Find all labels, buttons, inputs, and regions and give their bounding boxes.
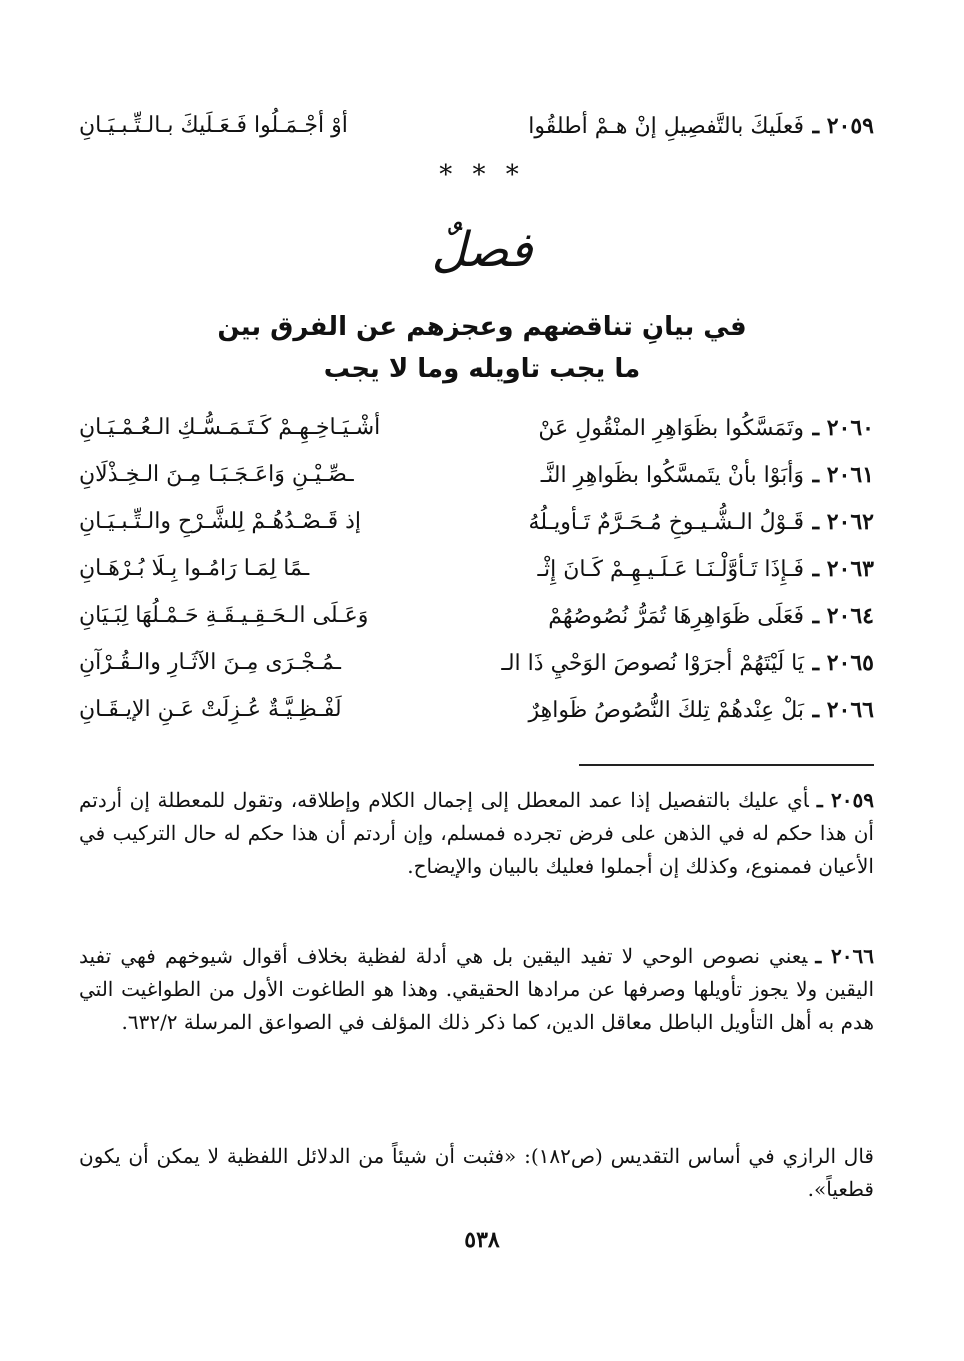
verse-2062	[79, 502, 874, 542]
verse-first-hemistich: فَعلَيكَ بالتَّفصِيلِ إنْ هـمْ أطلقُوا	[528, 114, 804, 139]
verse-second-hemistich: وَعَـلَى الـحَـقِـيـقَـةِ حَـمْـلُهَا لِبَـيَانِ	[79, 603, 369, 628]
verse-2061	[79, 455, 874, 495]
footnote-2059	[79, 784, 874, 883]
footnote-text: يعني نصوص الوحي لا تفيد اليقين بل هي أدلة لفظية بخلاف أقوال شيوخهم فهي تفيد اليقين ولا يجوز تأويلها وصرفها عن مرادها الحقيقي. وهذا هو الطاغوت الأول من الطواغيت التي هدم به أهل التأويل الباطل معاقل الدين، كما ذكر ذلك المؤلف في الصواعق المرسلة ٦٣٢/٢.	[79, 944, 874, 1034]
verse-2063	[79, 549, 874, 589]
verse-second-hemistich: إذ قَـصْـدُهُـمْ لِلشَّـرْحِ والـتِّـبـيَـانِ	[79, 509, 362, 534]
verse-number: ٢٠٦٦ ـ	[812, 697, 874, 723]
footnote-quote	[79, 1140, 874, 1206]
verse-first-hemistich: قَـوْلُ الـشُّـيـوخِ مُـحَـرَّمٌ تَـأويـلُهُ	[528, 510, 804, 535]
section-title-line-2: ما يجب تاويله وما لا يجب	[323, 354, 641, 384]
verse-first-hemistich: يَا لَيْتَهُمْ أجرَوْا نُصوصَ الوَحْيِ ذَا الـ	[501, 651, 804, 676]
verse-first-hemistich: بَلْ عِنْدهُمْ تِلكَ النُّصُوصُ ظَواهِرٌ	[528, 698, 804, 723]
footnote-number: ٢٠٦٦ ـ	[815, 944, 874, 968]
verse-second-hemistich: أوْ أجْـمَـلُوا فَـعَـلَيكَ بـالـتِّـبـيَـانِ	[79, 113, 348, 138]
verse-number: ٢٠٦١ ـ	[812, 462, 874, 488]
footnote-2066	[79, 940, 874, 1039]
verse-second-hemistich: ـمُـجْـرَى مِـنَ الآثَـارِ والـقُـرْآنِ	[79, 650, 341, 675]
verse-first-hemistich: فَـإِذَا تَـأوَّلْـنَـا عَـلَـيـهِـمْ كَـانَ إِثْـ	[537, 557, 804, 582]
footnote-divider	[579, 764, 874, 766]
verse-number: ٢٠٦٤ ـ	[812, 603, 874, 629]
verse-2060	[79, 408, 874, 448]
verse-number: ٢٠٥٩ ـ	[812, 113, 874, 139]
verse-2065	[79, 643, 874, 683]
verse-number: ٢٠٦٢ ـ	[812, 509, 874, 535]
footnote-quote-text: قال الرازي في أساس التقديس (ص١٨٢): «فثبت أن شيئاً من الدلائل اللفظية لا يمكن أن يكون قطعياً».	[79, 1144, 874, 1201]
verse-number: ٢٠٦٠ ـ	[812, 415, 874, 441]
verse-first-hemistich: فَعَلَى ظَوَاهِرِهَا تُمَرُّ نُصُوصُهُمْ	[548, 604, 804, 629]
verse-2059	[79, 106, 874, 146]
verse-number: ٢٠٦٣ ـ	[812, 556, 874, 582]
verse-first-hemistich: وَأبَوْا بأنْ يتَمسَّكُوا بظَواهِرِ النَّـ	[540, 463, 804, 488]
verse-2066	[79, 690, 874, 730]
verse-second-hemistich: ـصِّـيْـنِ وَاعَـجَـبَـا مِـنَ الـخِـذْلَانِ	[79, 462, 354, 487]
page-number: ٥٣٨	[464, 1227, 500, 1253]
verse-second-hemistich: لَفْـظِـيَّـةٌ عُـزِلَتْ عَـنِ الإيـقَـانِ	[79, 697, 342, 722]
section-title-line-1: في بيانِ تناقضهم وعجزهم عن الفرق بين	[217, 312, 747, 342]
footnote-number: ٢٠٥٩ ـ	[816, 788, 874, 812]
verse-number: ٢٠٦٥ ـ	[812, 650, 874, 676]
section-heading: فصلٌ	[431, 222, 533, 278]
verse-2064	[79, 596, 874, 636]
verse-second-hemistich: أشْـيَـاخِـهِـمْ كَـتَـمَـسُّـكِ الـعُـمْـيَـانِ	[79, 415, 381, 440]
footnote-text: أي عليك بالتفصيل إذا عمد المعطل إلى إجمال الكلام وإطلاقه، وتقول للمعطلة إن أردتم أن هذا حكم له في الذهن على فرض تجرده فمسلم، وإن أردتم أن هذا حكم له حال التركيب في الأعيان فممنوع، وكذلك إن أجملوا فعليك بالبيان والإيضاح.	[79, 788, 874, 878]
verse-second-hemistich: ـمًا لِمَـا رَامُـوا بِـلَا بُـرْهَـانِ	[79, 556, 310, 581]
verse-first-hemistich: وتَمَسَّكُوا بظَوَاهِرِ المنْقُولِ عَنْ	[538, 416, 804, 441]
separator-stars: * * *	[439, 160, 525, 190]
